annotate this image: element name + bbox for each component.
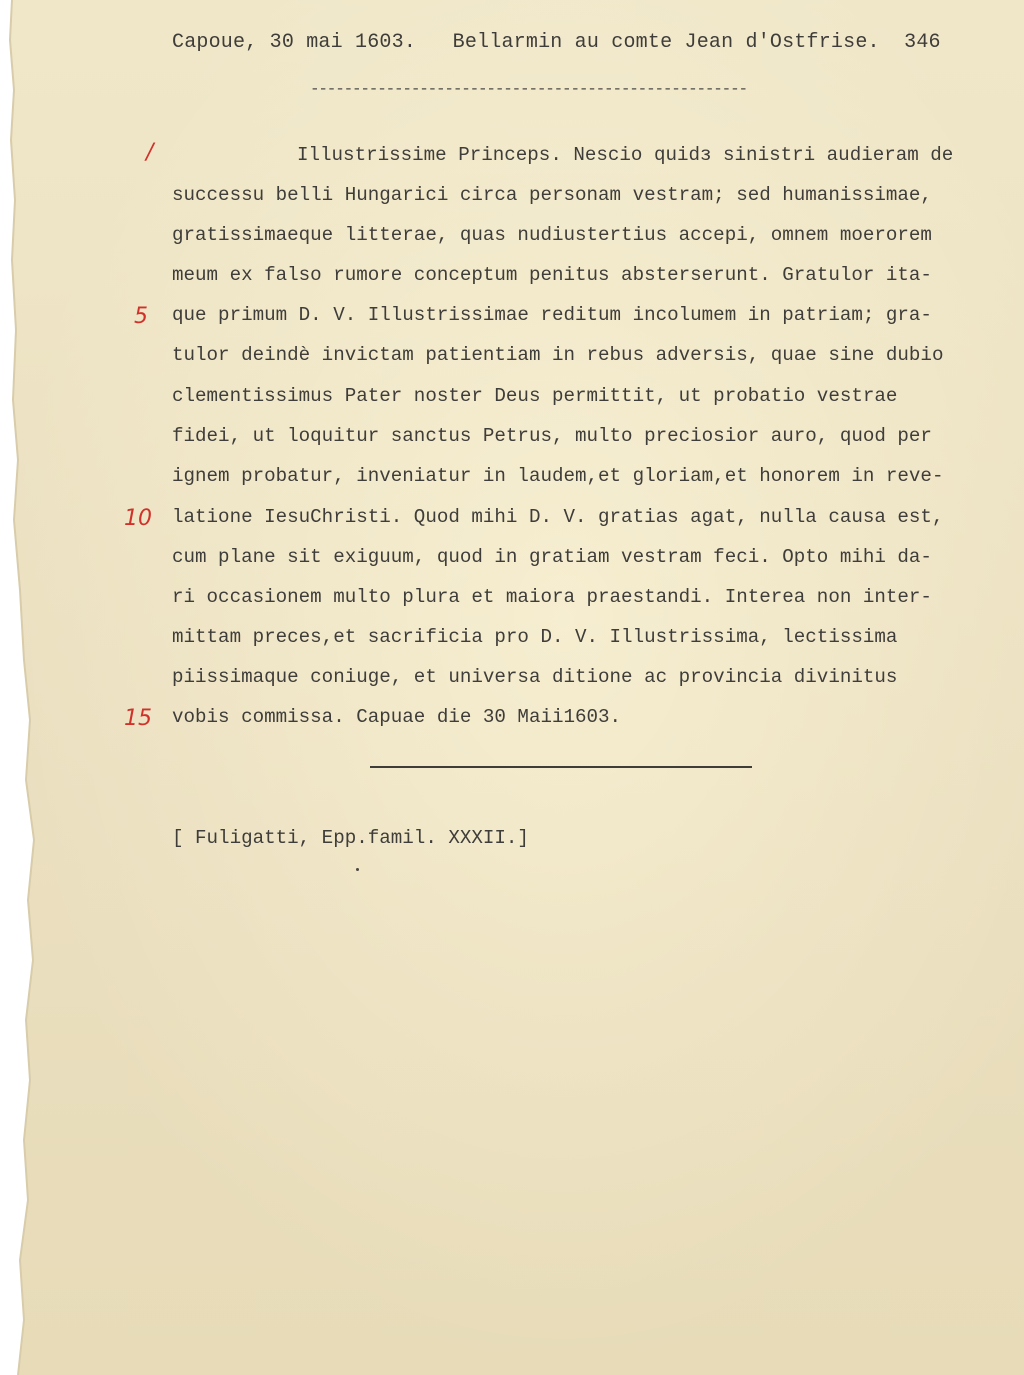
letter-line-1: Illustrissime Princeps. Nescio quidз sinistri audieram de: [297, 144, 954, 166]
letter-line-9: ignem probatur, inveniatur in laudem,et gloriam,et honorem in reve-: [172, 465, 944, 487]
header-place-date: Capoue, 30 mai 1603.: [172, 31, 417, 54]
letter-line-12: ri occasionem multo plura et maiora praestandi. Interea non inter-: [172, 586, 932, 608]
letter-line-2: successu belli Hungarici circa personam vestram; sed humanissimae,: [172, 184, 932, 206]
source-citation: [ Fuligatti, Epp.famil. XXXII.]: [172, 827, 529, 849]
running-head: [172, 31, 941, 54]
letter-line-4: meum ex falso rumore conceptum penitus absterserunt. Gratulor ita-: [172, 264, 932, 286]
letter-line-7: clementissimus Pater noster Deus permittit, ut probatio vestrae: [172, 385, 898, 407]
header-separator: ----------------------------------------------------: [310, 80, 747, 98]
letter-line-11: cum plane sit exiguum, quod in gratiam vestram feci. Opto mihi da-: [172, 546, 932, 568]
paper-speck: [356, 868, 359, 871]
margin-number-15: 15: [124, 706, 152, 731]
letter-line-10: latione IesuChristi. Quod mihi D. V. gratias agat, nulla causa est,: [172, 506, 944, 528]
letter-line-6: tulor deindè invictam patientiam in rebus adversis, quae sine dubio: [172, 344, 944, 366]
closing-rule: [370, 766, 752, 768]
header-title: Bellarmin au comte Jean d'Ostfrise.: [452, 31, 880, 54]
margin-number-1: /: [146, 140, 154, 165]
letter-line-3: gratissimaeque litterae, quas nudiustertius accepi, omnem moerorem: [172, 224, 932, 246]
letter-line-13: mittam preces,et sacrificia pro D. V. Illustrissima, lectissima: [172, 626, 898, 648]
letter-line-14: piissimaque coniuge, et universa ditione ac provincia divinitus: [172, 666, 898, 688]
margin-number-5: 5: [134, 304, 148, 329]
torn-left-edge: [0, 0, 40, 1375]
letter-line-5: que primum D. V. Illustrissimae reditum incolumem in patriam; gra-: [172, 304, 932, 326]
letter-line-8: fidei, ut loquitur sanctus Petrus, multo preciosior auro, quod per: [172, 425, 932, 447]
margin-number-10: 10: [124, 506, 152, 531]
letter-line-15: vobis commissa. Capuae die 30 Maii1603.: [172, 706, 622, 728]
header-number: 346: [904, 31, 941, 54]
